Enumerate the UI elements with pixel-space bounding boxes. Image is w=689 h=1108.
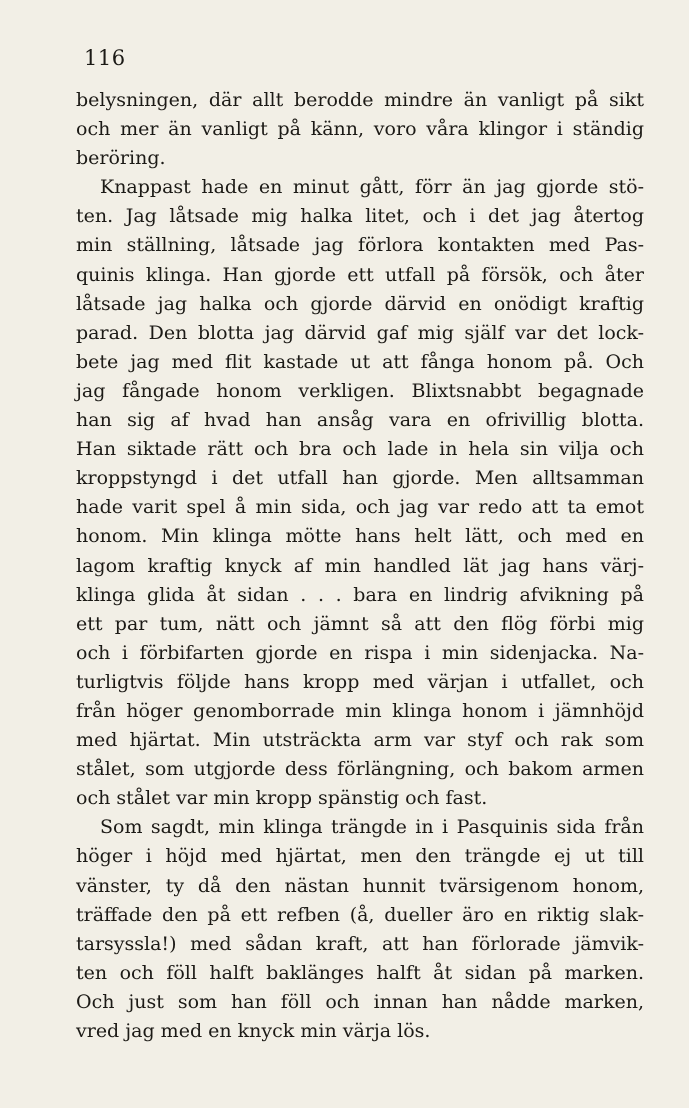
text-line: kroppstyngd i det utfall han gjorde. Men alltsamman [76, 467, 644, 490]
text-line: träffade den på ett refben (å, dueller äro en riktig slak- [76, 903, 644, 926]
text-line: belysningen, där allt berodde mindre än vanligt på sikt [76, 89, 644, 111]
text-line: Och just som han föll och innan han nådde marken, [76, 990, 644, 1013]
text-line: min ställning, låtsade jag förlora kontakten med Pas- [76, 234, 644, 257]
text-line: från höger genomborrade min klinga honom i jämnhöjd [76, 699, 644, 722]
text-line: stålet, som utgjorde dess förlängning, och bakom armen [76, 758, 644, 781]
text-line: och stålet var min kropp spänstig och fast. [76, 787, 488, 810]
text-line: parad. Den blotta jag därvid gaf mig själf var det lock- [76, 321, 644, 344]
text-line: ten. Jag låtsade mig halka litet, och i det jag återtog [76, 205, 644, 228]
text-line: quinis klinga. Han gjorde ett utfall på försök, och åter [76, 263, 644, 286]
text-line: ten och föll halft baklänges halft åt sidan på marken. [76, 961, 644, 984]
text-line: han sig af hvad han ansåg vara en ofrivillig blotta. [76, 409, 644, 432]
paragraph-start-line: Knappast hade en minut gått, förr än jag gjorde stö- [100, 176, 644, 199]
text-line: bete jag med flit kastade ut att fånga honom på. Och [76, 350, 644, 373]
text-line: Han siktade rätt och bra och lade in hela sin vilja och [76, 438, 644, 461]
text-line: tarsyssla!) med sådan kraft, att han förlorade jämvik- [76, 932, 644, 955]
text-line: beröring. [76, 147, 166, 170]
text-line: och i förbifarten gjorde en rispa i min sidenjacka. Na- [76, 641, 644, 664]
text-line: med hjärtat. Min utsträckta arm var styf och rak som [76, 729, 644, 752]
page-number: 116 [84, 46, 126, 70]
text-line: jag fångade honom verkligen. Blixtsnabbt begagnade [76, 379, 644, 402]
text-line: klinga glida åt sidan . . . bara en lindrig afvikning på [76, 583, 644, 606]
text-line: ett par tum, nätt och jämnt så att den flög förbi mig [76, 612, 644, 635]
text-line: vänster, ty då den nästan hunnit tvärsigenom honom, [76, 874, 644, 897]
text-line: lagom kraftig knyck af min handled lät jag hans värj- [76, 554, 644, 577]
text-line: hade varit spel å min sida, och jag var redo att ta emot [76, 496, 644, 519]
text-line: vred jag med en knyck min värja lös. [76, 1020, 431, 1042]
text-line: turligtvis följde hans kropp med värjan i utfallet, och [76, 670, 644, 693]
text-line: och mer än vanligt på känn, voro våra klingor i ständig [76, 118, 644, 141]
paragraph-start-line: Som sagdt, min klinga trängde in i Pasquinis sida från [100, 816, 644, 839]
text-line: höger i höjd med hjärtat, men den trängde ej ut till [76, 845, 644, 868]
body-text [76, 86, 644, 1046]
text-line: låtsade jag halka och gjorde därvid en onödigt kraftig [76, 292, 644, 315]
text-line: honom. Min klinga mötte hans helt lätt, och med en [76, 525, 644, 548]
